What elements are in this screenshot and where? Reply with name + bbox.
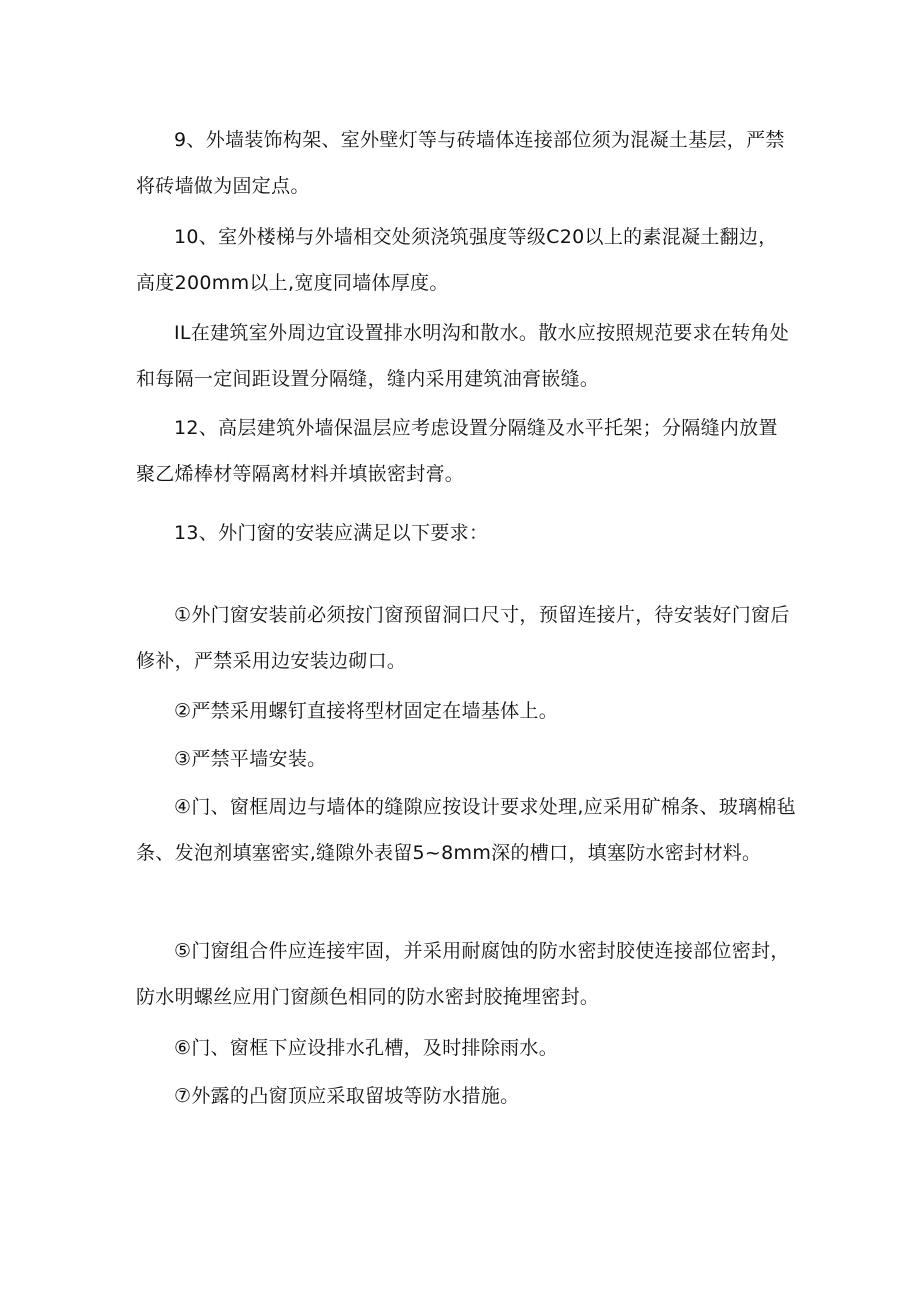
paragraph-subitem-1: ①外门窗安装前必须按门窗预留洞口尺寸，预留连接片，待安装好门窗后修补，严禁采用边安装边砌口。 [136,604,790,672]
paragraph-subitem-4: ④门、窗框周边与墙体的缝隙应按设计要求处理,应采用矿棉条、玻璃棉毡条、发泡剂填塞密实,缝隙外表留5~8mm深的槽口，填塞防水密封材料。 [136,796,796,864]
paragraph-item-9: 9、外墙装饰构架、室外壁灯等与砖墙体连接部位须为混凝土基层，严禁将砖墙做为固定点。 [136,129,785,197]
paragraph-item-11: IL在建筑室外周边宜设置排水明沟和散水。散水应按照规范要求在转角处和每隔一定间距设置分隔缝，缝内采用建筑油膏嵌缝。 [136,322,790,390]
paragraph-subitem-3: ③严禁平墙安装。 [174,748,327,770]
paragraph-item-13: 13、外门窗的安装应满足以下要求： [174,522,489,544]
paragraph-item-10: 10、室外楼梯与外墙相交处须浇筑强度等级C20以上的素混凝土翻边，高度200mm以上,宽度同墙体厚度。 [136,226,778,294]
paragraph-subitem-5: ⑤门窗组合件应连接牢固，并采用耐腐蚀的防水密封胶使连接部位密封，防水明螺丝应用门窗颜色相同的防水密封胶掩埋密封。 [136,940,790,1008]
paragraph-subitem-7: ⑦外露的凸窗顶应采取留坡等防水措施。 [174,1085,520,1107]
paragraph-subitem-6: ⑥门、窗框下应设排水孔槽，及时排除雨水。 [174,1037,559,1059]
paragraph-item-12: 12、高层建筑外墙保温层应考虑设置分隔缝及水平托架；分隔缝内放置聚乙烯棒材等隔离材料并填嵌密封膏。 [136,417,778,485]
paragraph-subitem-2: ②严禁采用螺钉直接将型材固定在墙基体上。 [174,700,559,722]
